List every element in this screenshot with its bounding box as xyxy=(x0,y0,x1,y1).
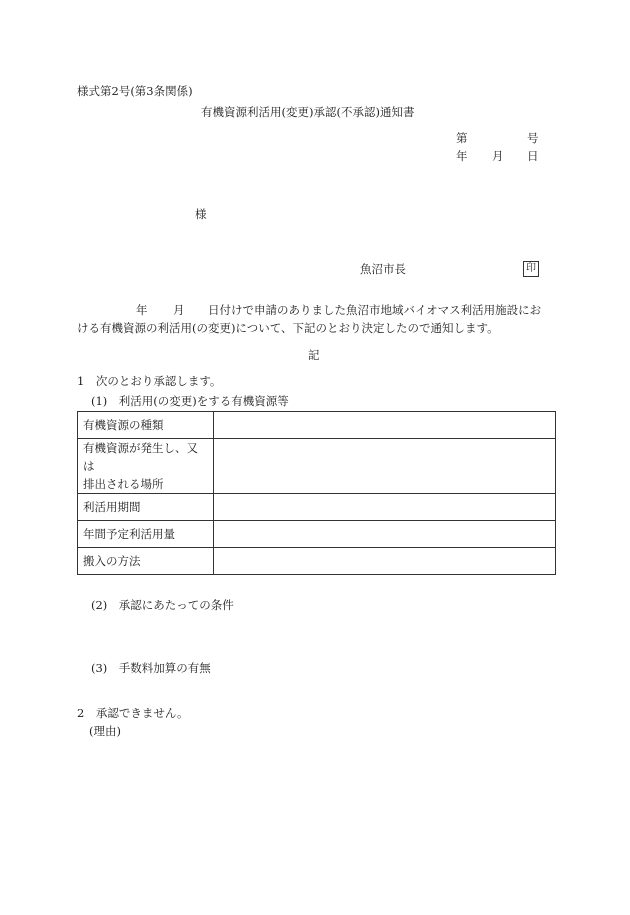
body-year: 年 xyxy=(136,303,148,317)
table-label: 搬入の方法 xyxy=(78,548,214,575)
table-label-line2: 排出される場所 xyxy=(83,477,164,491)
body-line1-rest: 日付けで申請のありました魚沼市地域バイオマス利活用施設にお xyxy=(208,303,542,317)
document-title: 有機資源利活用(変更)承認(不承認)通知書 xyxy=(201,105,415,119)
section1-sub1: (1) 利活用(の変更)をする有機資源等 xyxy=(91,394,289,408)
seal-mark: 印 xyxy=(523,261,539,277)
date-day: 日 xyxy=(527,149,539,163)
section2-heading: 2 承認できません。 xyxy=(77,706,189,720)
section2-reason: (理由) xyxy=(89,724,121,738)
section1-sub3: (3) 手数料加算の有無 xyxy=(91,661,211,675)
resource-table xyxy=(77,411,556,575)
form-number: 様式第2号(第3条関係) xyxy=(77,84,193,98)
table-label: 利活用期間 xyxy=(78,494,214,521)
table-value xyxy=(214,521,556,548)
table-row xyxy=(78,412,556,439)
body-month: 月 xyxy=(173,303,185,317)
date-month: 月 xyxy=(492,149,504,163)
issuer: 魚沼市長 xyxy=(360,262,406,276)
table-label-line1: 有機資源が発生し、又は xyxy=(83,441,198,473)
date-year: 年 xyxy=(456,149,468,163)
section1-sub2: (2) 承認にあたっての条件 xyxy=(91,598,234,612)
table-value xyxy=(214,548,556,575)
table-label: 年間予定利活用量 xyxy=(78,521,214,548)
table-value xyxy=(214,412,556,439)
ki-mark: 記 xyxy=(308,348,320,362)
table-value xyxy=(214,439,556,494)
doc-no-prefix: 第 xyxy=(456,131,468,145)
doc-no-suffix: 号 xyxy=(527,131,539,145)
table-label xyxy=(78,439,214,494)
table-row xyxy=(78,494,556,521)
table-row xyxy=(78,439,556,494)
table-row xyxy=(78,521,556,548)
table-value xyxy=(214,494,556,521)
table-label: 有機資源の種類 xyxy=(78,412,214,439)
section1-heading: 1 次のとおり承認します。 xyxy=(77,374,222,388)
table-row xyxy=(78,548,556,575)
addressee-suffix: 様 xyxy=(195,207,207,221)
body-line-2: ける有機資源の利活用(の変更)について、下記のとおり決定したので通知します。 xyxy=(77,321,499,335)
